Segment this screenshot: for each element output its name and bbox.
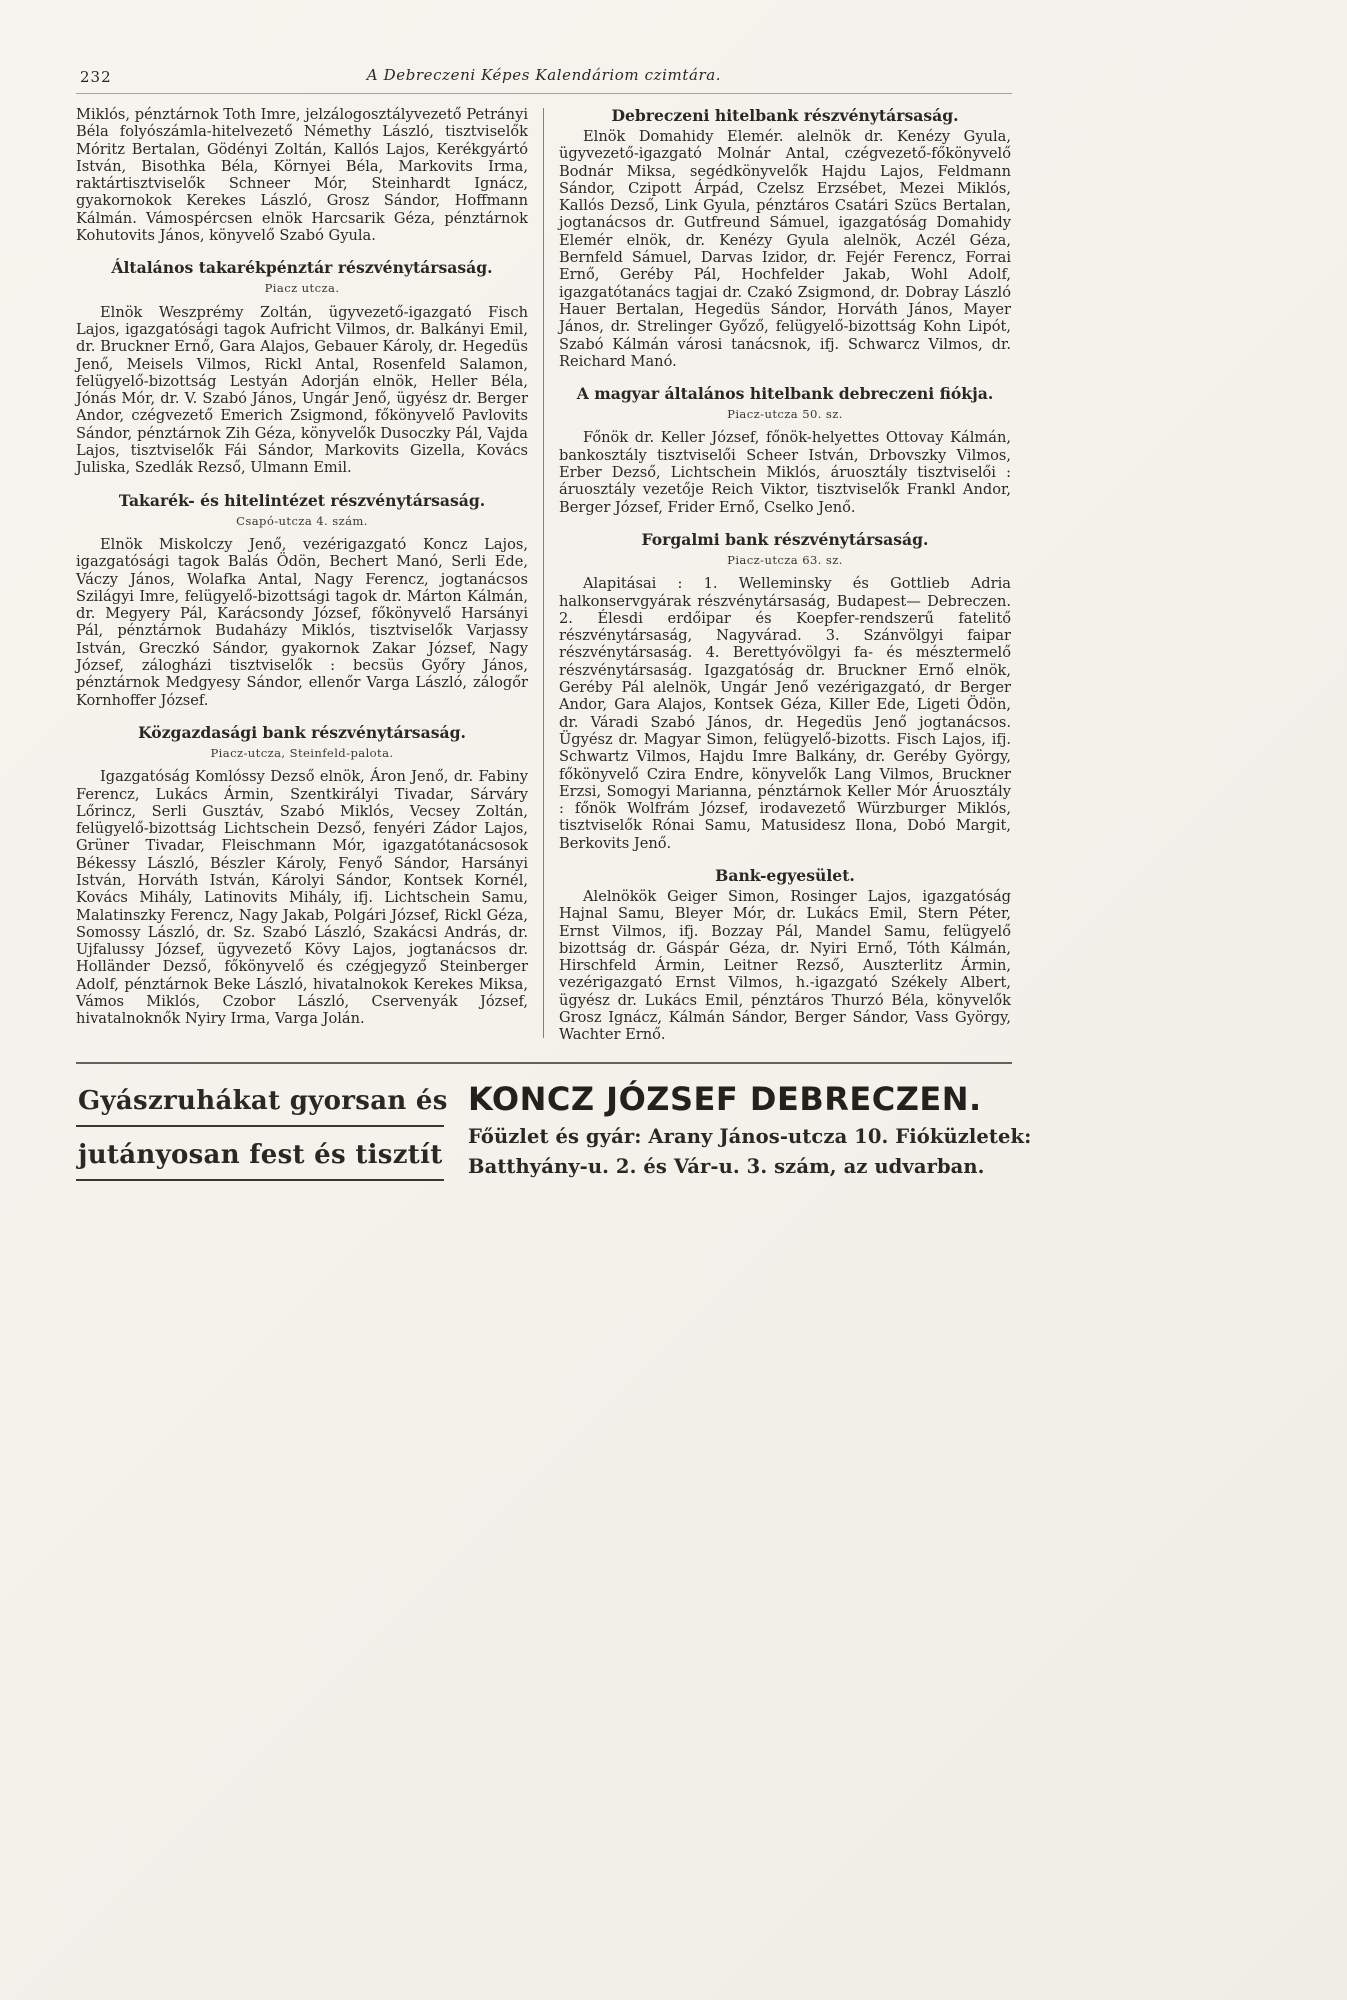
section-address: Piacz-utcza, Steinfeld-palota. [210, 745, 394, 760]
advert-divider-rule [76, 1062, 1012, 1064]
page-number: 232 [80, 68, 112, 86]
section-paragraph: Alelnökök Geiger Simon, Rosinger Lajos, igazgatóság Hajnal Samu, Bleyer Mór, dr. Lukács Emil, Stern Péter, Ernst Vilmos, ifj. Bozzay Pál, Mandel Samu, felügyelő bizottság dr. Gáspár Géza, dr. Nyiri Ernő, Tóth Kálmán, Hirschfeld Ármin, Leitner Rezső, Auszterlitz Ármin, vezérigazgató Ernst Vilmos, h.-igazgató Székely Albert, ügyész dr. Lukács Emil, pénztáros Thurzó Béla, könyvelők Grosz Ignácz, Kálmán Sándor, Berger Sándor, Vass György, Wachter Ernő. [559, 887, 1011, 1044]
ad-dye-cleaning-line1: Gyászruhákat gyorsan és [76, 1086, 444, 1127]
header-rule [76, 93, 1012, 94]
section-paragraph: Alapitásai : 1. Welleminsky és Gottlieb Adria halkonservgyárak részvénytársaság, Budapest— Debreczen. 2. Élesdi erdőipar és Koepfer-rendszerű fatelitő részvénytársaság, Nagyvárad. 3. Szánvölgyi faipar részvénytársaság. 4. Berettyóvölgyi fa- és mésztermelő részvénytársaság. Igazgatóság dr. Bruckner Ernő elnök, Geréby Pál alelnök, Ungár Jenő vezérigazgató, dr Berger Andor, Gara Alajos, Kontsek Géza, Killer Ede, Ligeti Ödön, dr. Váradi Szabó János, dr. Hegedüs Jenő jogtanácsos. Ügyész dr. Magyar Simon, felügyelő-bizotts. Fisch Lajos, ifj. Schwartz Vilmos, Hajdu Imre Balkány, dr. Geréby György, főkönyvelő Czira Endre, könyvelők Lang Vilmos, Bruckner Erzsi, Somogyi Marianna, pénztárnok Keller Mór Áruosztály : főnök Wolfrám József, irodavezető Würzburger Miklós, tisztviselők Rónai Samu, Matusidesz Ilona, Dobó Margit, Berkovits Jenő. [559, 575, 1011, 852]
ad-dye-cleaning-line2: jutányosan fest és tisztít [76, 1140, 444, 1181]
page-content [76, 66, 1032, 1194]
section-paragraph: Elnök Domahidy Elemér. alelnök dr. Kenézy Gyula, ügyvezető-igazgató Molnár Antal, czégvezető-főkönyvelő Bodnár Miksa, segédkönyvelők Hajdu Lajos, Feldmann Sándor, Czipott Árpád, Czelsz Erzsébet, Mezei Miklós, Kallós Dezső, Link Gyula, pénztáros Csatári Szücs Bertalan, jogtanácsos dr. Gutfreund Sámuel, igazgatóság Domahidy Elemér elnök, dr. Kenézy Gyula alelnök, Aczél Géza, Bernfeld Sámuel, Darvas Izidor, dr. Fejér Ferencz, Forrai Ernő, Geréby Pál, Hochfelder Jakab, Wohl Adolf, igazgatótanács tagjai dr. Czakó Zsigmond, dr. Dobray László Hauer Bertalan, Hegedüs Sándor, Horváth János, Mayer János, dr. Strelinger Győző, felügyelő-bizottság Kohn Lipót, Szabó Kálmán városi tanácsnok, ifj. Schwarcz Vilmos, dr. Reichard Manó. [559, 128, 1011, 370]
section-address: Piacz-utcza 50. sz. [727, 407, 843, 422]
section-heading: Általános takarékpénztár részvénytársaság. [111, 258, 493, 278]
advertisements [76, 1079, 1032, 1194]
ad-koncz-jozsef [444, 1080, 1031, 1194]
section-heading: Bank-egyesület. [715, 865, 855, 885]
section-address: Piacz utcza. [264, 281, 340, 296]
section-heading: A magyar általános hitelbank debreczeni fiókja. [576, 384, 994, 404]
column-divider-rule [543, 108, 544, 1038]
section-address: Piacz-utcza 63. sz. [727, 552, 843, 567]
ad-koncz-jozsef-line2: Batthyány-u. 2. és Vár-u. 3. szám, az udvarban. [468, 1154, 985, 1178]
section-heading: Forgalmi bank részvénytársaság. [641, 529, 929, 549]
right-column [559, 106, 1011, 1044]
left-column [76, 106, 528, 1044]
section-heading: Közgazdasági bank részvénytársaság. [138, 722, 466, 742]
entry-continuation-paragraph: Miklós, pénztárnok Toth Imre, jelzálogosztályvezető Petrányi Béla folyószámla-hitelvezető Némethy László, tisztviselők Móritz Bertalan, Gödényi Zoltán, Kallós Lajos, Kerékgyártó István, Bisothka Béla, Környei Béla, Markovits Irma, raktártisztviselők Schneer Mór, Steinhardt Ignácz, gyakornokok Kerekes László, Grosz Sándor, Hoffmann Kálmán. Vámospércsen elnök Harcsarik Géza, pénztárnok Kohutovits János, könyvelő Szabó Gyula. [76, 106, 528, 245]
section-paragraph: Főnök dr. Keller József, főnök-helyettes Ottovay Kálmán, bankosztály tisztviselői Scheer István, Drbovszky Vilmos, Erber Dezső, Lichtschein Miklós, áruosztály tisztviselői : áruosztály vezetője Reich Viktor, tisztviselők Frankl Andor, Berger József, Frider Ernő, Cselko Jenő. [559, 429, 1011, 516]
ad-koncz-jozsef-title: KONCZ JÓZSEF DEBRECZEN. [468, 1079, 982, 1118]
directory-columns [76, 106, 1012, 1044]
ad-koncz-jozsef-line1: Főüzlet és gyár: Arany János-utcza 10. Fióküzletek: [468, 1124, 1032, 1148]
ad-dye-cleaning [76, 1080, 448, 1194]
running-title: A Debreczeni Képes Kalendáriom czimtára. [366, 66, 722, 84]
section-paragraph: Elnök Miskolczy Jenő, vezérigazgató Koncz Lajos, igazgatósági tagok Balás Ödön, Bechert Manó, Serli Ede, Váczy János, Wolafka Antal, Nagy Ferencz, jogtanácsos Szilágyi Imre, felügyelő-bizottsági tagok dr. Márton Kálmán, dr. Megyery Pál, Karácsondy József, főkönyvelő Harsányi Pál, pénztárnok Budaházy Miklós, tisztviselők Varjassy István, Greczkó Sándor, gyakornok Zakar József, Nagy József, zálogházi tisztviselők : becsüs Győry János, pénztárnok Medgyesy Sándor, ellenőr Varga László, zálogőr Kornhoffer József. [76, 535, 528, 709]
section-paragraph: Igazgatóság Komlóssy Dezső elnök, Áron Jenő, dr. Fabiny Ferencz, Lukács Ármin, Szentkirályi Tivadar, Sárváry Lőrincz, Serli Gusztáv, Szabó Miklós, Vecsey Zoltán, felügyelő-bizottság Lichtschein Dezső, fenyéri Zádor Lajos, Grüner Tivadar, Fleischmann Mór, igazgatótanácsosok Békessy László, Bészler Károly, Fenyő Sándor, Harsányi István, Horváth István, Károlyi Sándor, Kontsek Kornél, Kovács Mihály, Latinovits Mihály, ifj. Lichtschein Samu, Malatinszky Ferencz, Nagy Jakab, Polgári József, Rickl Géza, Somossy László, dr. Sz. Szabó László, Szakácsi András, dr. Ujfalussy József, ügyvezető Kövy Lajos, jogtanácsos dr. Holländer Dezső, főkönyvelő és czégjegyző Steinberger Adolf, pénztárnok Beke László, hivatalnokok Kerekes Miksa, Vámos Miklós, Czobor László, Cservenyák József, hivatalnoknők Nyiry Irma, Varga Jolán. [76, 768, 528, 1028]
section-heading: Debreczeni hitelbank részvénytársaság. [611, 106, 959, 125]
section-heading: Takarék- és hitelintézet részvénytársaság. [118, 490, 486, 510]
section-address: Csapó-utcza 4. szám. [236, 513, 368, 528]
section-paragraph: Elnök Weszprémy Zoltán, ügyvezető-igazgató Fisch Lajos, igazgatósági tagok Aufricht Vilmos, dr. Balkányi Emil, dr. Bruckner Ernő, Gara Alajos, Gebauer Károly, dr. Hegedüs Jenő, Meisels Vilmos, Rickl Antal, Rosenfeld Salamon, felügyelő-bizottság Lestyán Adorján elnök, Heller Béla, Jónás Mór, dr. V. Szabó János, Ungár Jenő, ügyész dr. Berger Andor, czégvezető Emerich Zsigmond, főkönyvelő Pavlovits Sándor, pénztárnok Zih Géza, könyvelők Dusoczky Pál, Vajda Lajos, tisztviselők Fái Sándor, Markovits Gizella, Kovács Juliska, Szedlák Rezső, Ulmann Emil. [76, 303, 528, 477]
running-header [76, 66, 1012, 90]
